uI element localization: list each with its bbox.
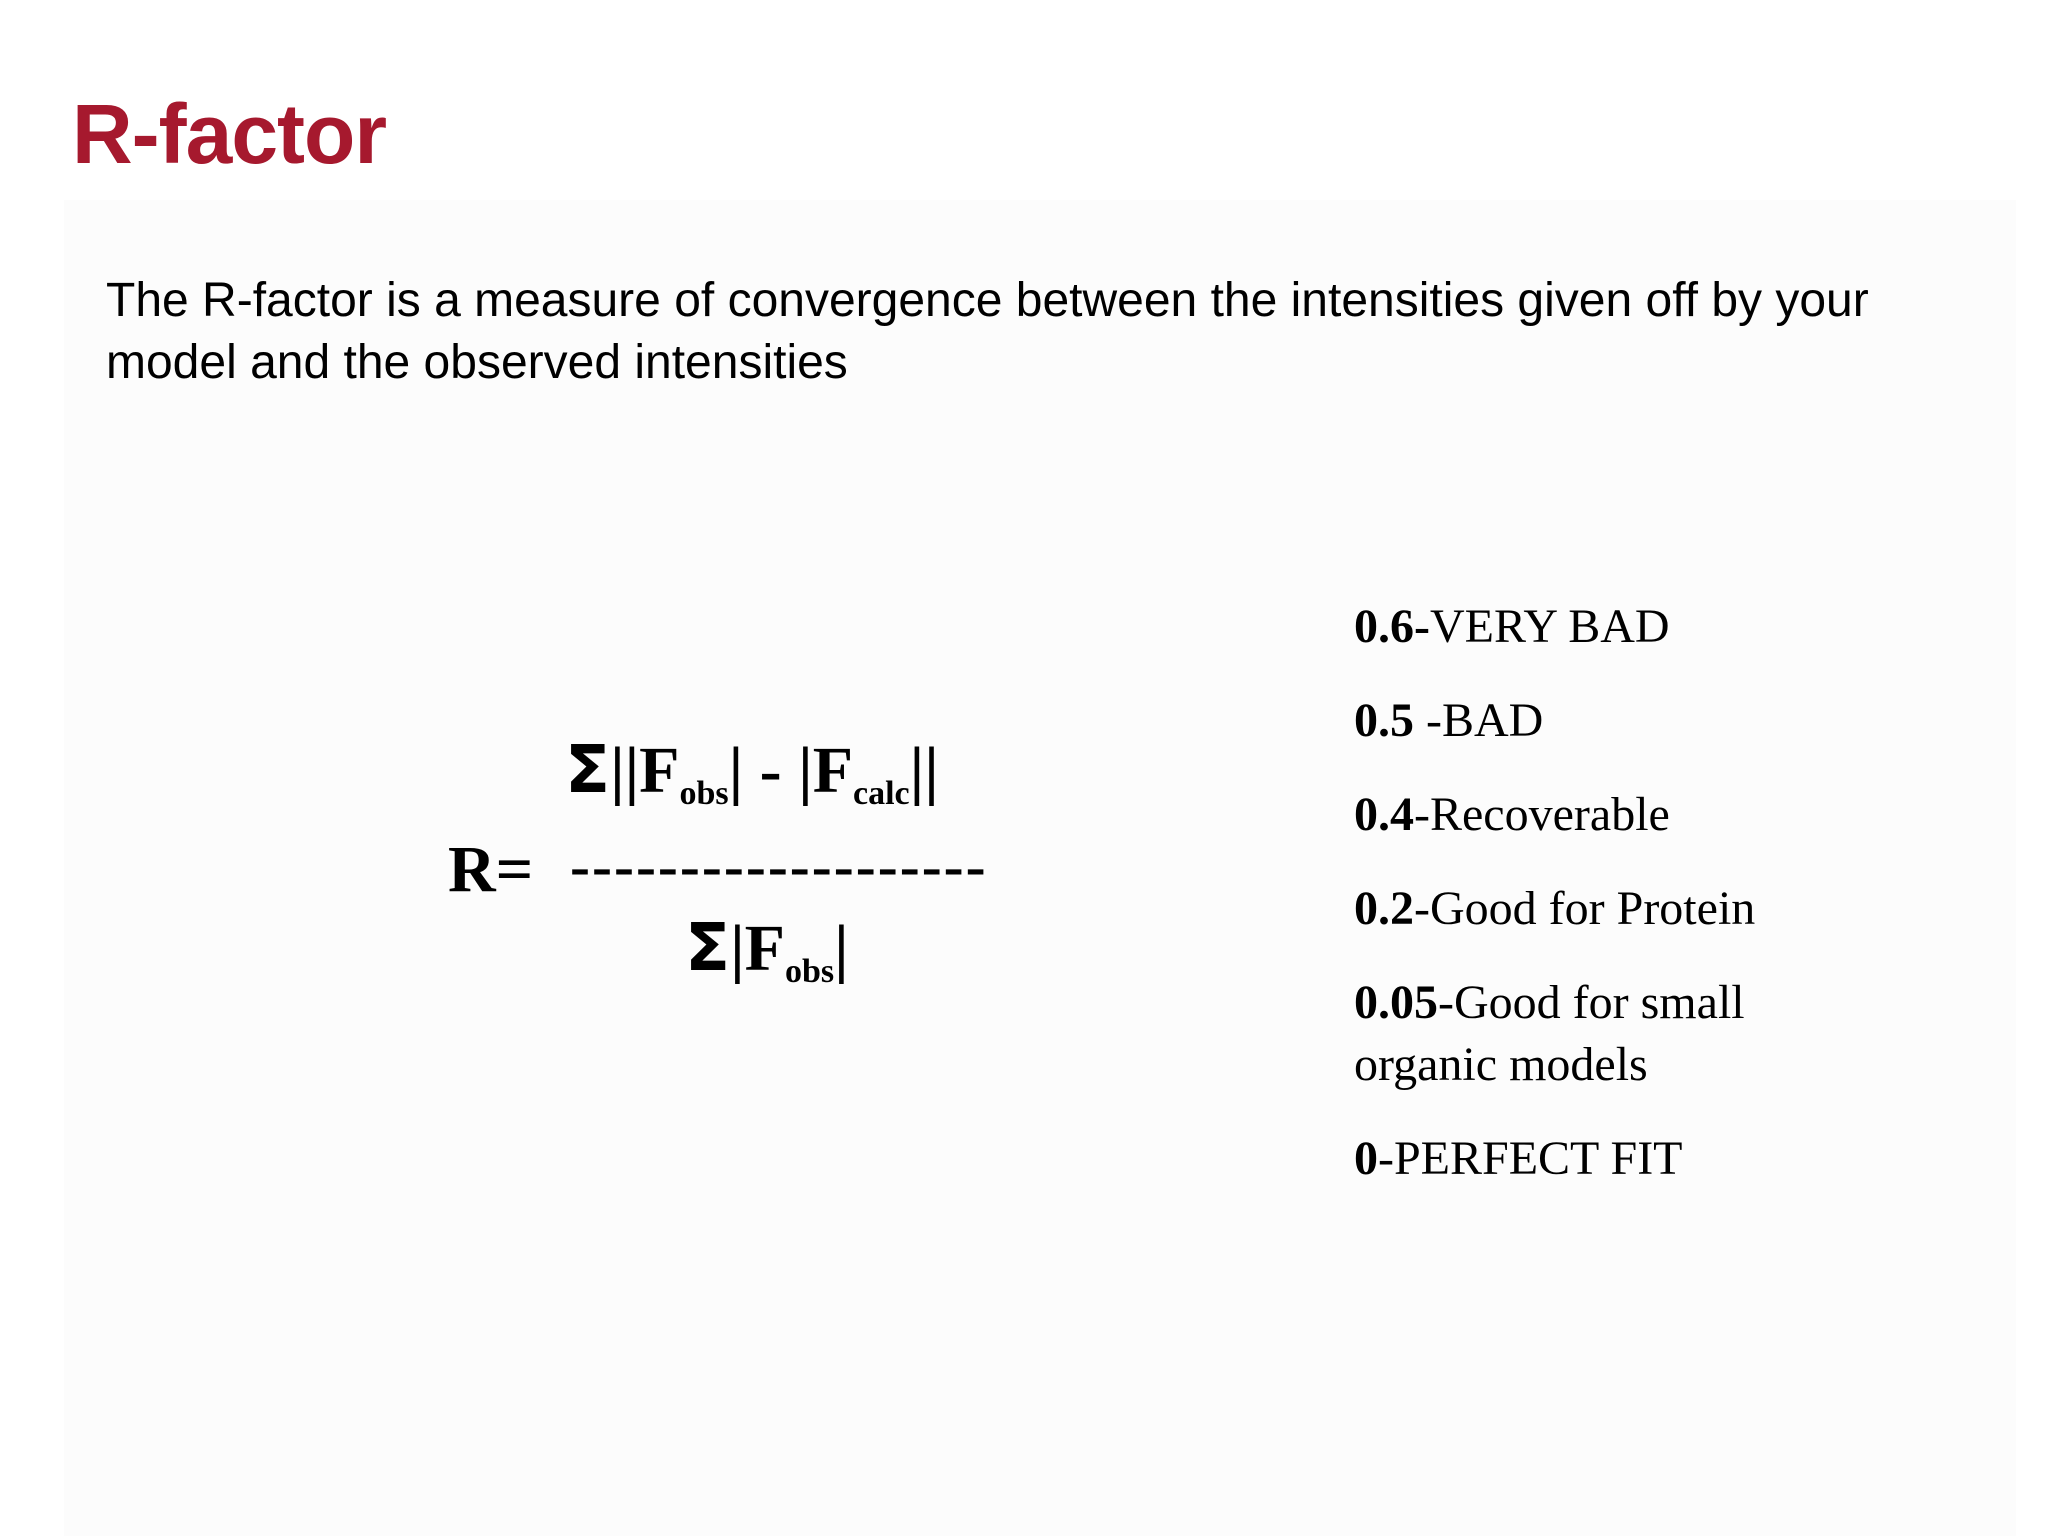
formula-denominator [685,908,849,989]
obs-subscript: obs [679,775,729,812]
slide-description: The R-factor is a measure of convergence between the intensities given off by your model and the observed intensities [106,274,1869,389]
scale-label: -Recoverable [1414,788,1670,841]
scale-value: 0 [1354,1132,1378,1185]
scale-item [1354,1128,1794,1190]
scale-label: -Good for Protein [1414,882,1756,935]
abs-bars: || [909,734,939,807]
formula-r-label: R= [448,833,534,906]
abs-bars: || [610,734,640,807]
sigma-symbol: Σ [565,731,611,808]
slide-title: R-factor [72,87,387,181]
abs-bar: | [834,912,849,985]
scale-value: 0.6- [1354,600,1430,653]
f-symbol: F [744,912,785,985]
r-factor-formula [440,730,1000,1010]
calc-subscript: calc [853,775,910,812]
scale-label: -PERFECT FIT [1378,1132,1683,1185]
scale-item [1354,784,1794,846]
fraction-line: ------------------- [570,833,988,899]
abs-bar: | [730,912,745,985]
r-factor-scale [1354,596,1794,1222]
f-symbol: F [812,734,854,807]
scale-item [1354,690,1794,752]
scale-label: VERY BAD [1429,600,1670,653]
minus-operator: | - | [728,734,813,807]
formula-numerator [565,730,939,811]
scale-value: 0.5 [1354,694,1414,747]
scale-item [1354,596,1794,658]
scale-value: 0.05 [1354,976,1438,1029]
sigma-symbol: Σ [685,909,731,986]
obs-subscript: obs [784,953,835,990]
scale-item [1354,878,1794,940]
scale-label: -BAD [1414,694,1544,747]
scale-item [1354,972,1794,1096]
scale-label: -Good for small organic models [1354,976,1745,1091]
scale-value: 0.2 [1354,882,1414,935]
scale-value: 0.4 [1354,788,1414,841]
f-symbol: F [639,734,680,807]
